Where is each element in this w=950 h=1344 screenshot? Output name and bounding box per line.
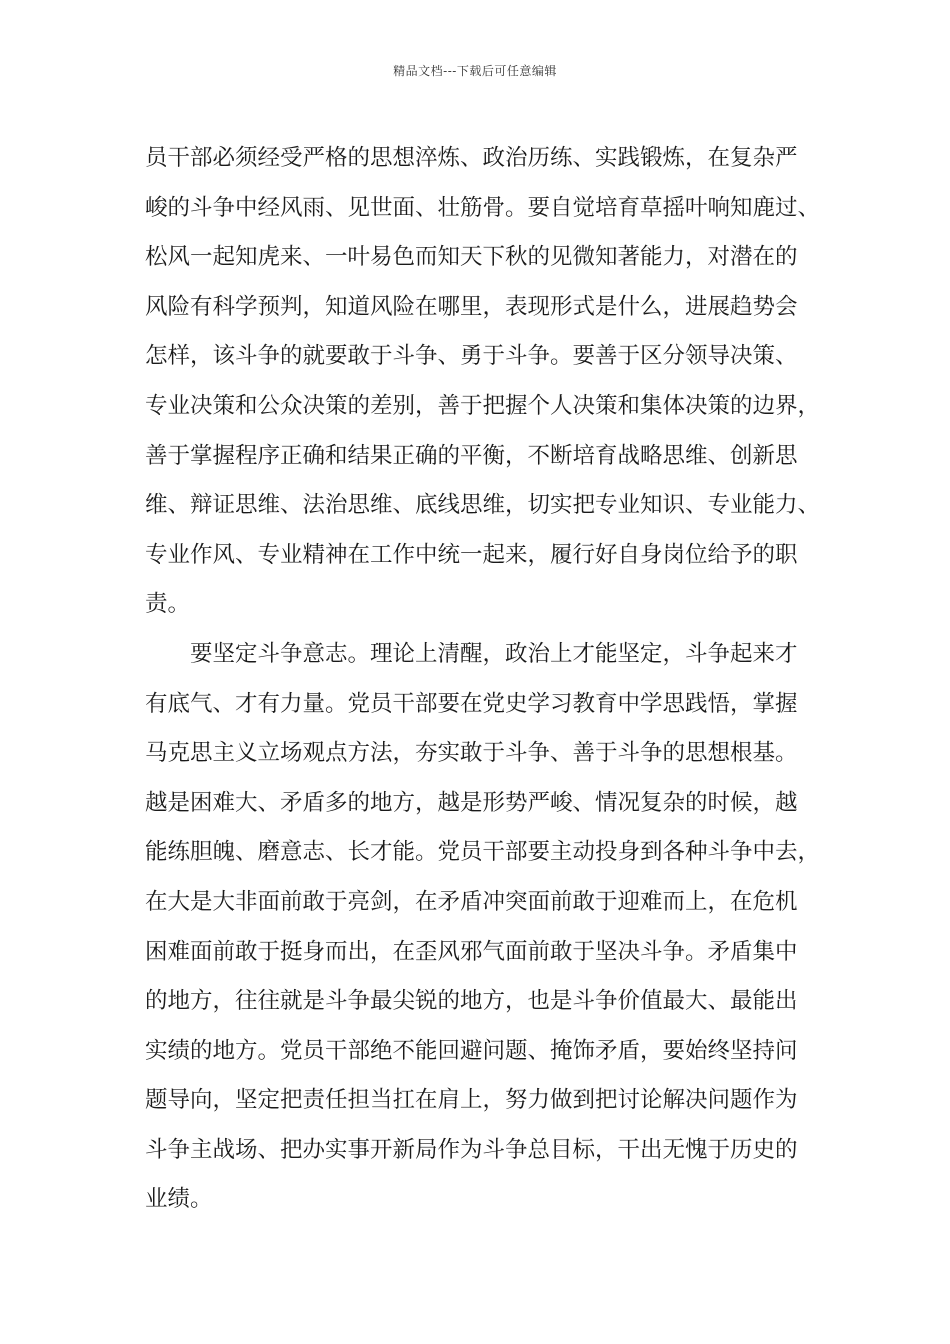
text-line: 实绩的地方。党员干部绝不能回避问题、掩饰矛盾，要始终坚持问 bbox=[145, 1037, 798, 1064]
text-line: 有底气、才有力量。党员干部要在党史学习教育中学思践悟，掌握 bbox=[145, 690, 798, 717]
text-line: 善于掌握程序正确和结果正确的平衡，不断培育战略思维、创新思 bbox=[145, 442, 798, 469]
text-line: 峻的斗争中经风雨、见世面、壮筋骨。要自觉培育草摇叶响知鹿过、 bbox=[145, 194, 821, 221]
text-line: 能练胆魄、磨意志、长才能。党员干部要主动投身到各种斗争中去， bbox=[145, 839, 821, 866]
body-text bbox=[145, 134, 835, 1225]
text-line: 员干部必须经受严格的思想淬炼、政治历练、实践锻炼，在复杂严 bbox=[145, 145, 798, 171]
text-line: 风险有科学预判，知道风险在哪里，表现形式是什么，进展趋势会 bbox=[145, 293, 798, 320]
page-header: 精品文档---下载后可任意编辑 bbox=[393, 64, 557, 78]
text-line: 责。 bbox=[145, 591, 191, 618]
text-line: 题导向，坚定把责任担当扛在肩上，努力做到把讨论解决问题作为 bbox=[145, 1087, 798, 1114]
text-line: 怎样，该斗争的就要敢于斗争、勇于斗争。要善于区分领导决策、 bbox=[145, 343, 798, 370]
paragraph-first-line: 要坚定斗争意志。理论上清醒，政治上才能坚定，斗争起来才 bbox=[190, 640, 798, 667]
text-line: 斗争主战场、把办实事开新局作为斗争总目标，干出无愧于历史的 bbox=[145, 1136, 798, 1163]
text-line: 维、辩证思维、法治思维、底线思维，切实把专业知识、专业能力、 bbox=[145, 492, 821, 519]
text-line: 的地方，往往就是斗争最尖锐的地方，也是斗争价值最大、最能出 bbox=[145, 988, 798, 1015]
text-line: 在大是大非面前敢于亮剑，在矛盾冲突面前敢于迎难而上，在危机 bbox=[145, 888, 798, 915]
text-line: 专业作风、专业精神在工作中统一起来，履行好自身岗位给予的职 bbox=[145, 541, 798, 568]
text-line: 马克思主义立场观点方法，夯实敢于斗争、善于斗争的思想根基。 bbox=[145, 740, 798, 767]
text-line: 专业决策和公众决策的差别，善于把握个人决策和集体决策的边界， bbox=[145, 392, 821, 419]
text-line: 困难面前敢于挺身而出，在歪风邪气面前敢于坚决斗争。矛盾集中 bbox=[145, 938, 798, 965]
text-line: 越是困难大、矛盾多的地方，越是形势严峻、情况复杂的时候，越 bbox=[145, 789, 798, 816]
text-line: 业绩。 bbox=[145, 1186, 213, 1213]
text-line: 松风一起知虎来、一叶易色而知天下秋的见微知著能力，对潜在的 bbox=[145, 244, 798, 271]
